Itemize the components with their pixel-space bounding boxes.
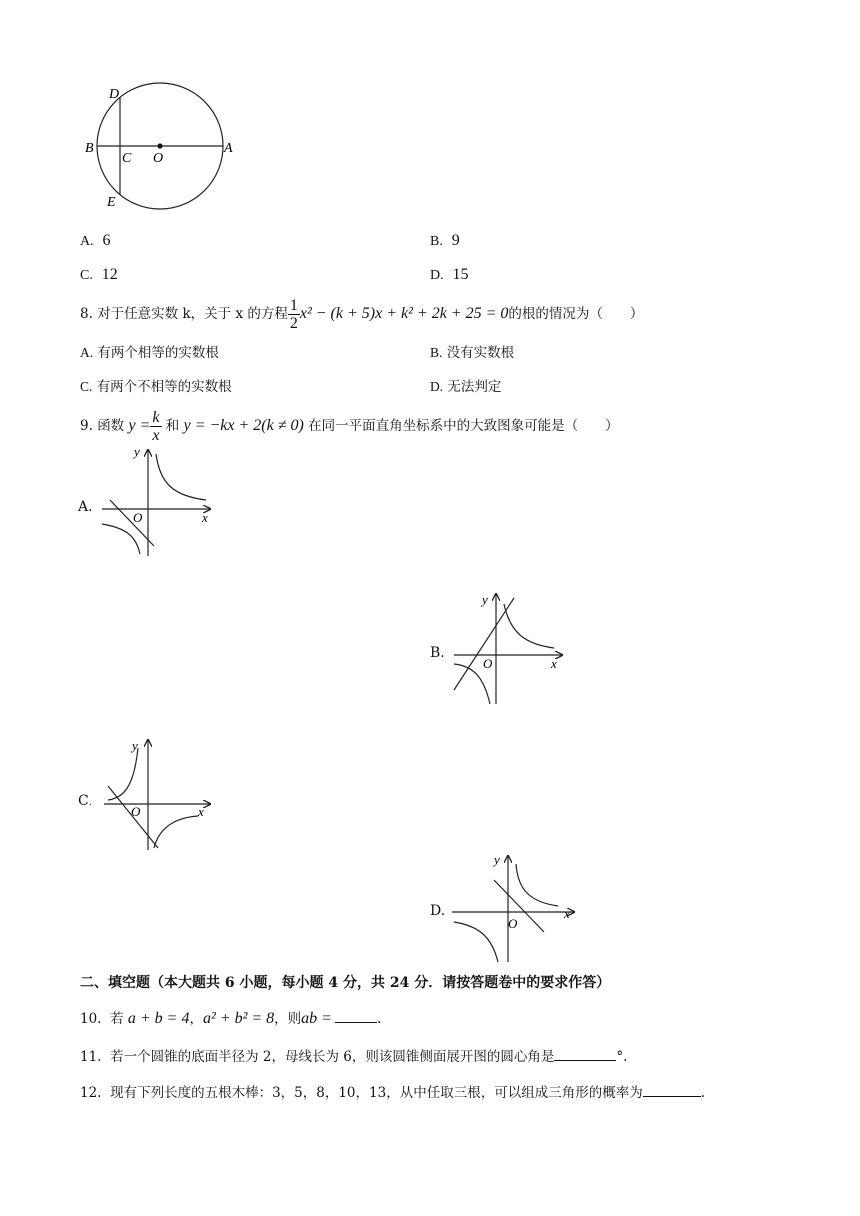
hyperbola-branch-2: [454, 922, 498, 962]
question-text: 函数: [97, 418, 125, 434]
label-o: O: [153, 151, 164, 166]
option-label: B.: [430, 345, 443, 360]
question-end: .: [700, 1085, 705, 1101]
label-x: x: [564, 906, 570, 921]
label-o: O: [508, 916, 518, 931]
label-x: x: [198, 804, 204, 819]
option-text: 有两个不相等的实数根: [96, 379, 232, 395]
option-text: 没有实数根: [446, 345, 515, 361]
line-equation: y = −kx + 2(k ≠ 0): [183, 417, 304, 434]
label-a: A: [224, 141, 233, 156]
graph-option-b: [448, 588, 568, 708]
question-9: [80, 406, 619, 446]
q8-option-a: [80, 344, 219, 362]
option-label: C.: [80, 268, 93, 283]
equation-2: a² + b² = 8: [202, 1010, 275, 1027]
label-b: B: [85, 141, 94, 156]
question-text: 若一个圆锥的底面半径为 2，母线长为 6，则该圆锥侧面展开图的圆心角是: [110, 1049, 555, 1065]
equation-1: a + b = 4: [127, 1010, 190, 1027]
question-text-end: 的根的情况为（ ）: [508, 306, 644, 322]
graph-option-a: [96, 444, 216, 559]
graph-option-c: [98, 736, 218, 854]
question-text-mid: ，则: [274, 1011, 302, 1027]
fraction-half: [288, 297, 300, 332]
circle-figure: [80, 80, 250, 215]
q9-option-c-label: C.: [78, 793, 92, 809]
question-text: 若: [110, 1011, 124, 1027]
question-end: .: [376, 1011, 382, 1027]
option-value: 9: [451, 232, 460, 249]
fraction-denominator: x: [152, 426, 160, 444]
line-graph: [110, 500, 154, 546]
label-y: y: [132, 738, 138, 753]
question-end: °.: [616, 1049, 628, 1065]
q9-option-b-label: B.: [430, 645, 445, 661]
question-text: 对于任意实数 k，关于 x 的方程: [97, 306, 288, 322]
question-10: [80, 1008, 381, 1028]
question-number: 9.: [80, 418, 93, 434]
option-label: A.: [80, 345, 94, 360]
answer-blank[interactable]: [335, 1008, 377, 1023]
line-graph: [494, 880, 544, 932]
q9-option-d-label: D.: [430, 903, 446, 919]
option-value: 15: [452, 266, 469, 283]
question-number: 11.: [80, 1049, 102, 1065]
graph-option-d: [450, 852, 580, 964]
label-x: x: [551, 656, 557, 671]
option-value: 12: [101, 266, 118, 283]
label-c: C: [122, 151, 132, 166]
fraction-numerator: k: [152, 408, 160, 426]
q7-option-c: [80, 266, 118, 285]
question-11: [80, 1046, 627, 1066]
center-point: [157, 143, 162, 148]
label-y: y: [494, 852, 500, 867]
hyperbola-branch-1: [156, 454, 206, 500]
q7-option-b: [430, 232, 460, 251]
option-text: 无法判定: [447, 379, 502, 395]
function-y: y =: [128, 417, 151, 434]
label-e: E: [107, 195, 116, 210]
question-number: 10.: [80, 1011, 102, 1027]
q7-option-a: [80, 232, 111, 251]
option-label: D.: [430, 379, 444, 394]
hyperbola-branch-1: [504, 604, 554, 648]
section-heading: 二、填空题（本大题共 6 小题，每小题 4 分，共 24 分．请按答题卷中的要求作答）: [80, 975, 611, 991]
fraction-denominator: 2: [289, 314, 298, 332]
q9-option-a-label: A.: [78, 499, 93, 515]
option-label: D.: [430, 268, 444, 283]
option-label: A.: [80, 234, 94, 249]
question-text: 现有下列长度的五根木棒：3，5，8，10，13，从中任取三根，可以组成三角形的概率为: [110, 1085, 643, 1101]
line-graph: [454, 598, 514, 690]
q8-option-d: [430, 378, 501, 396]
option-label: B.: [430, 234, 443, 249]
option-text: 有两个相等的实数根: [97, 345, 219, 361]
answer-blank[interactable]: [643, 1082, 701, 1097]
separator: ，: [189, 1011, 203, 1027]
option-label: C: [78, 793, 89, 809]
question-text-and: 和: [165, 418, 180, 434]
q7-option-d: [430, 266, 469, 285]
q8-option-b: [430, 344, 514, 362]
question-number: 12.: [80, 1085, 102, 1101]
fraction-k-over-x: [150, 409, 161, 444]
fraction-numerator: 1: [289, 296, 298, 314]
label-x: x: [202, 510, 208, 525]
hyperbola-branch-2: [154, 816, 198, 848]
question-text-end: 在同一平面直角坐标系中的大致图象可能是（ ）: [308, 418, 619, 434]
label-o: O: [133, 510, 143, 525]
label-y: y: [134, 444, 140, 459]
hyperbola-branch-1: [516, 864, 558, 906]
question-number: 8.: [80, 306, 93, 322]
q8-option-c: [80, 378, 232, 396]
label-o: O: [131, 804, 141, 819]
label-o: O: [483, 656, 493, 671]
label-d: D: [109, 87, 120, 102]
question-12: [80, 1082, 705, 1102]
equation-3: ab =: [301, 1010, 332, 1027]
hyperbola-branch-2: [102, 524, 140, 554]
label-y: y: [482, 592, 488, 607]
option-label: C.: [80, 379, 93, 394]
option-value: 6: [102, 232, 111, 249]
answer-blank[interactable]: [554, 1046, 616, 1061]
equation: x² − (k + 5)x + k² + 2k + 25 = 0: [299, 305, 509, 322]
question-8: [80, 294, 643, 334]
